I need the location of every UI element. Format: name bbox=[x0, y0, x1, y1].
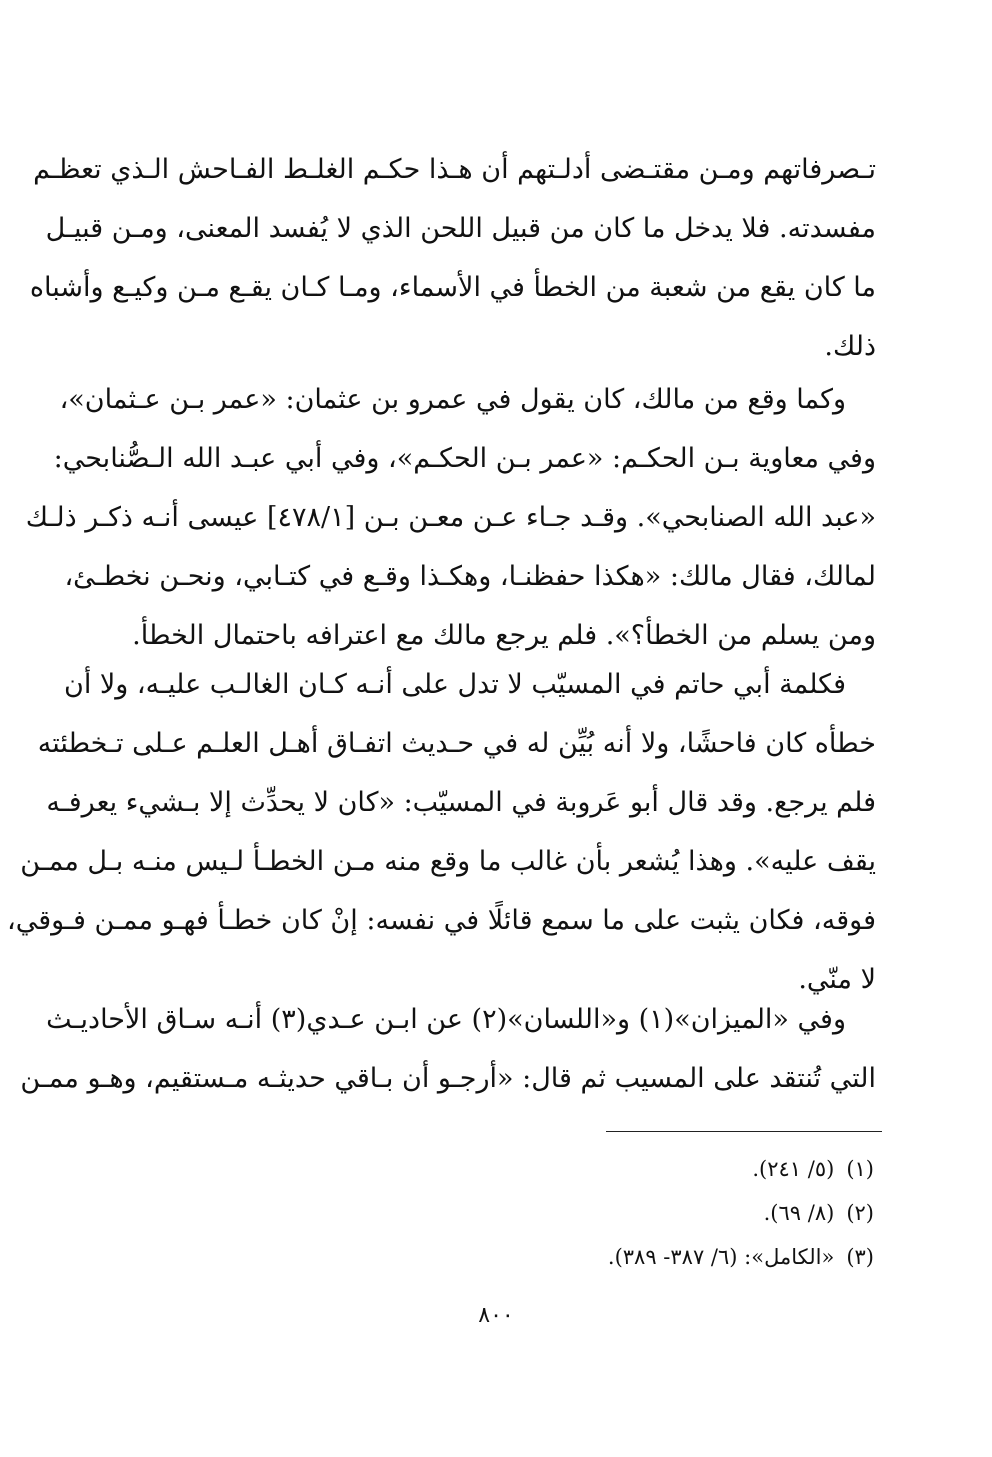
text-line: «عبد الله الصنابحي». وقـد جـاء عـن معـن بـن [٤٧٨/١] عيسى أنـه ذكـر ذلـك bbox=[25, 502, 876, 533]
text-line: تـصرفاتهم ومـن مقتـضى أدلـتهم أن هـذا حكـم الغلـط الفـاحش الـذي تعظـم bbox=[33, 154, 876, 185]
text-line: فلم يرجع. وقد قال أبو عَروبة في المسيّب: «كان لا يحدِّث إلا بـشيء يعرفـه bbox=[46, 787, 876, 818]
footnote-number: (٢) bbox=[846, 1201, 874, 1225]
text-line: فكلمة أبي حاتم في المسيّب لا تدل على أنـه كـان الغالـب عليـه، ولا أن bbox=[64, 669, 846, 700]
footnote-text: (٥/ ٢٤١). bbox=[752, 1157, 835, 1181]
text-line: وفي معاوية بـن الحكـم: «عمر بـن الحكـم»، وفي أبي عبـد الله الـصُّنابحي: bbox=[53, 443, 876, 474]
paragraph-4 bbox=[20, 990, 876, 1108]
footnote-2 bbox=[608, 1191, 874, 1235]
footnote-text: (٨/ ٦٩). bbox=[763, 1201, 835, 1225]
paragraph-2 bbox=[25, 370, 876, 665]
footnote-separator bbox=[606, 1131, 882, 1132]
footnote-number: (٣) bbox=[846, 1245, 874, 1269]
paragraph-1 bbox=[29, 140, 876, 376]
text-line: لا منّي. bbox=[798, 964, 876, 995]
text-line: ومن يسلم من الخطأ؟». فلم يرجع مالك مع اعترافه باحتمال الخطأ. bbox=[132, 620, 876, 651]
text-line: ذلك. bbox=[824, 331, 876, 362]
text-line: فوقه، فكان يثبت على ما سمع قائلًا في نفسه: إنْ كان خطـأ فهـو ممـن فـوقي، bbox=[7, 905, 876, 936]
text-line: ما كان يقع من شعبة من الخطأ في الأسماء، ومـا كـان يقـع مـن وكيـع وأشباه bbox=[29, 272, 876, 303]
paragraph-3 bbox=[7, 655, 876, 1009]
footnote-text: «الكامل»: (٦/ ٣٨٧- ٣٨٩). bbox=[607, 1245, 835, 1269]
text-line: مفسدته. فلا يدخل ما كان من قبيل اللحن الذي لا يُفسد المعنى، ومـن قبيـل bbox=[45, 213, 876, 244]
text-line: يقف عليه». وهذا يُشعر بأن غالب ما وقع منه مـن الخطـأ لـيس منـه بـل ممـن bbox=[20, 846, 876, 877]
footnote-number: (١) bbox=[846, 1157, 874, 1181]
page-number: ٨٠٠ bbox=[478, 1303, 514, 1328]
text-line: لمالك، فقال مالك: «هكذا حفظنـا، وهكـذا وقـع في كتـابي، ونحـن نخطـئ، bbox=[64, 561, 876, 592]
text-line: وكما وقع من مالك، كان يقول في عمرو بن عثمان: «عمر بـن عـثمان»، bbox=[59, 384, 846, 415]
footnotes bbox=[608, 1147, 874, 1279]
footnote-3 bbox=[608, 1235, 874, 1279]
text-line: وفي «الميزان»(١) و«اللسان»(٢) عن ابـن عـدي(٣) أنـه سـاق الأحاديـث bbox=[46, 1004, 846, 1035]
footnote-1 bbox=[608, 1147, 874, 1191]
text-line: خطأه كان فاحشًا، ولا أنه بُيِّن له في حـديث اتفـاق أهـل العلـم عـلى تـخطئته bbox=[37, 728, 876, 759]
text-line: التي تُنتقد على المسيب ثم قال: «أرجـو أن بـاقي حديثـه مـستقيم، وهـو ممـن bbox=[20, 1063, 876, 1094]
